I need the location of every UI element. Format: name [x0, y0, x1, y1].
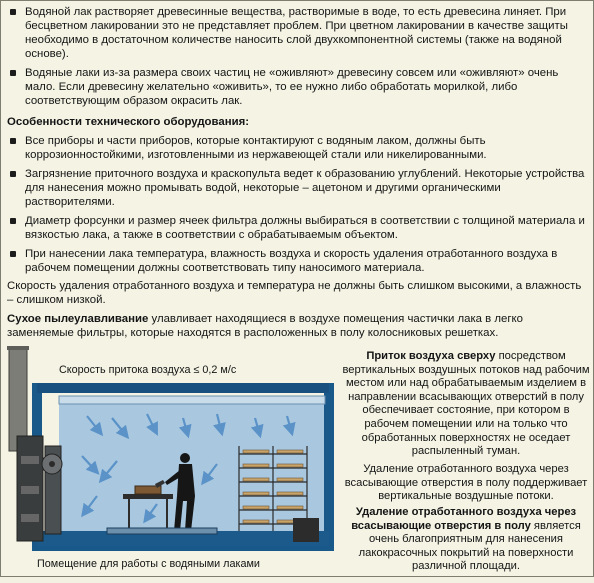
intro-bullet-list [5, 5, 589, 108]
spray-room-diagram [7, 346, 337, 578]
dry-dust-term: Сухое пылеулавливание [7, 313, 149, 325]
equipment-bullet-list [5, 134, 589, 275]
list-item: При нанесении лака температура, влажность воздуха и скорость удаления отработанного воздуха в рабочем помещении должны соответствовать типу наносимого материала. [5, 247, 589, 275]
floor-exhaust-text: является очень благоприятным для нанесения лакокрасочных покрытий на поверхности различной площади. [358, 519, 581, 573]
diagram-caption: Помещение для работы с водяными лаками [37, 558, 260, 570]
dry-dust-paragraph [7, 312, 589, 340]
top-air-inflow-term: Приток воздуха сверху [366, 350, 496, 362]
list-item: Загрязнение приточного воздуха и краскопульта ведет к образованию углублений. Некоторые устройства для нанесения можно промывать водой, некоторые – ацетоном и другими органическими растворителями. [5, 167, 589, 209]
equipment-heading: Особенности технического оборудования: [7, 116, 250, 128]
work-table [123, 494, 173, 499]
list-item: Водяные лаки из-за размера своих частиц не «оживляют» древесину совсем или «оживляют» очень мало. Если древесину желательно «оживить», то ее нужно либо обработать морилкой, либо соответствующим образом окрасить лак. [5, 66, 589, 108]
exhaust-chimney [9, 346, 27, 451]
floor-exhaust-paragraph [341, 506, 591, 574]
airflow-speed-label: Скорость притока воздуха ≤ 0,2 м/с [59, 364, 237, 376]
list-item: Диаметр форсунки и размер ячеек фильтра должны выбираться в соответствии с толщиной материала и вязкостью лака, а также в соответствии с обрабатываемым объектом. [5, 214, 589, 242]
top-air-inflow-text: посредством вертикальных воздушных потоков над рабочим местом или над обрабатываемым изделием в направлении всасывающих отверстий в полу обеспечивает состояние, при котором в рабочем помещении или на только что обработанных поверхностях не оседает распыленный туман. [342, 350, 590, 458]
exhaust-support-paragraph: Удаление отработанного воздуха через всасывающие отверстия в полу поддерживает вертикальные воздушные потоки. [344, 463, 588, 503]
list-item: Все приборы и части приборов, которые контактируют с водяным лаком, должны быть коррозионностойкими, изготовленными из нержавеющей стали или никелированными. [5, 134, 589, 162]
list-item: Водяной лак растворяет древесинные вещества, растворимые в воде, то есть древесина линяет. При бесцветном лакировании это не представляет проблем. При цветном лакировании в качестве защиты необходимо в достаточном количестве наносить слой двухкомпонентной системы (также на водяной основе). [5, 5, 589, 61]
floor-exhaust-term: Удаление отработанного воздуха через всасывающие отверстия в полу [351, 506, 577, 532]
floor-exhaust-unit [293, 518, 319, 542]
speed-paragraph: Скорость удаления отработанного воздуха и температура не должны быть слишком высокими, а влажность – слишком низкой. [7, 280, 582, 306]
spray-room-illustration [7, 346, 337, 578]
dry-dust-text: улавливает находящиеся в воздухе помещения частички лака в легко заменяемые фильтры, которые находятся в расположенных в полу колосниковых решетках. [7, 313, 523, 339]
top-air-inflow-paragraph [341, 350, 591, 459]
floor-grate [107, 528, 217, 534]
